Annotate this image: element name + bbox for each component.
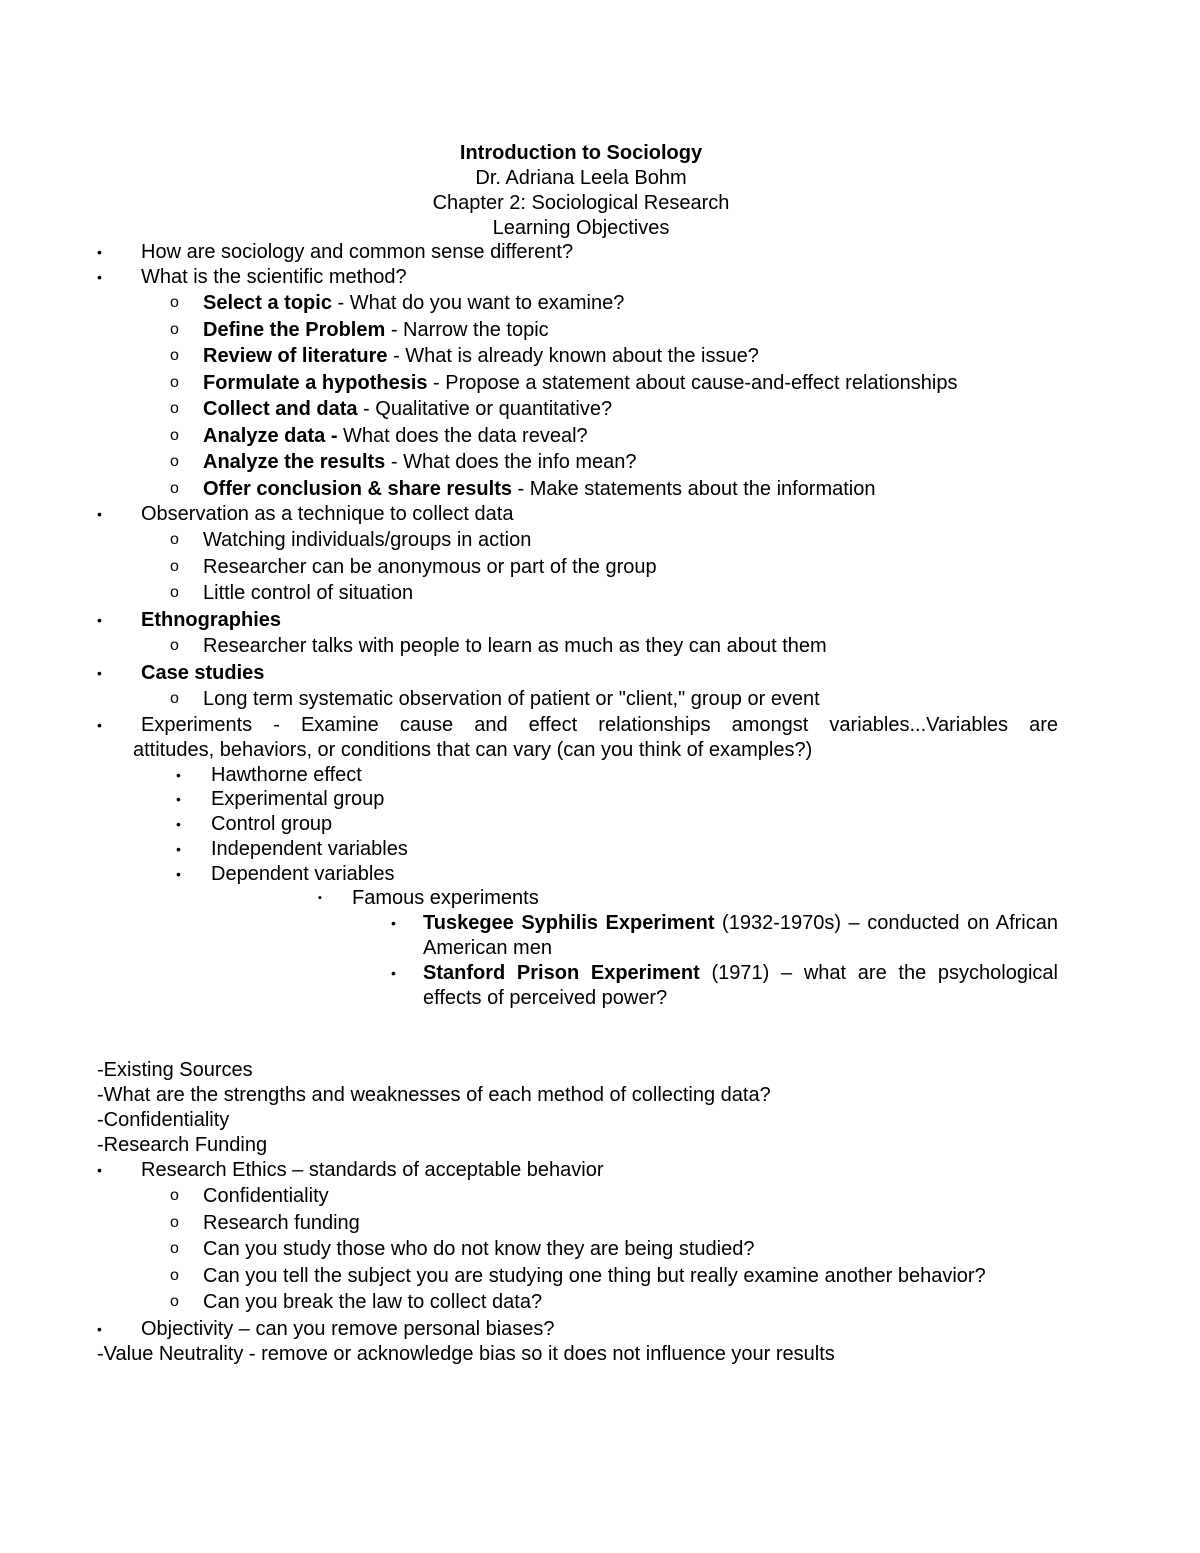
list-item [0, 1236, 1200, 1263]
list-item [97, 713, 1058, 763]
additional-topics [0, 1058, 1200, 1367]
step-term: Review of literature [203, 345, 388, 367]
list-item [0, 1210, 1200, 1237]
step-description: - What do you want to examine? [331, 292, 625, 314]
circle-bullet-icon: o [170, 294, 179, 311]
step-description: - Narrow the topic [385, 318, 549, 341]
list-item [0, 686, 1200, 713]
step-description: - Propose a statement about cause-and-effect relationships [427, 371, 958, 394]
list-item-text: Objectivity – can you remove personal biases? [141, 1317, 555, 1340]
bullet-icon: • [176, 865, 181, 882]
circle-bullet-icon: o [170, 479, 179, 497]
scientific-method-steps [0, 290, 1200, 502]
circle-bullet-icon: o [170, 637, 179, 654]
list-item-text: Experimental group [211, 788, 385, 811]
list-item-text: How are sociology and common sense different? [141, 241, 574, 263]
circle-bullet-icon: o [170, 557, 179, 575]
list-item [0, 423, 1200, 450]
list-item [391, 961, 1058, 1011]
step-description: - What does the info mean? [385, 451, 637, 473]
list-item [0, 265, 1200, 290]
list-item-text: Ethnographies [141, 608, 282, 631]
list-item-text: Independent variables [211, 837, 408, 860]
list-item-text: Control group [211, 813, 333, 836]
topic-line: -Value Neutrality - remove or acknowledge bias so it does not influence your results [97, 1343, 835, 1365]
list-item-text: Can you study those who do not know they are being studied? [203, 1238, 755, 1260]
step-term: Analyze the results [203, 451, 386, 473]
list-item [0, 862, 1200, 887]
circle-bullet-icon: o [170, 400, 179, 417]
list-item [0, 396, 1200, 423]
circle-bullet-icon: o [170, 531, 179, 548]
list-item-text: What is the scientific method? [141, 266, 407, 288]
list-item [0, 476, 1200, 503]
list-item [0, 660, 1200, 687]
circle-bullet-icon: o [170, 690, 179, 707]
list-item-text: Can you tell the subject you are studying one thing but really examine another behavior? [203, 1264, 986, 1287]
list-item-text: Researcher can be anonymous or part of the group [203, 555, 657, 578]
circle-bullet-icon: o [170, 1266, 179, 1284]
bullet-icon: • [391, 915, 396, 932]
step-description: What does the data reveal? [337, 424, 588, 447]
experiment-name: Stanford Prison Experiment [423, 962, 700, 985]
objectives-list [0, 240, 1200, 1011]
bullet-icon: • [97, 244, 102, 260]
circle-bullet-icon: o [170, 1293, 179, 1310]
step-term: Offer conclusion & share results [203, 477, 512, 500]
list-item-text: Hawthorne effect [211, 763, 362, 786]
document-header [0, 141, 1162, 241]
list-item-text: Researcher talks with people to learn as much as they can about them [203, 635, 827, 657]
circle-bullet-icon: o [170, 584, 179, 601]
square-bullet-icon: ▪ [318, 892, 322, 905]
list-item-text: Little control of situation [203, 582, 414, 604]
bullet-icon: • [97, 664, 102, 681]
list-item [0, 240, 1200, 265]
list-item-text: Long term systematic observation of patient or "client," group or event [203, 688, 820, 710]
list-item [0, 886, 1200, 911]
list-item-text: Experiments - Examine cause and effect relationships amongst variables...Variables are [141, 713, 1058, 736]
bullet-icon: • [97, 1320, 102, 1337]
author-line: Dr. Adriana Leela Bohm [475, 167, 687, 189]
list-item [0, 343, 1200, 370]
list-item-text: Observation as a technique to collect data [141, 503, 514, 525]
topic-line: -What are the strengths and weaknesses of each method of collecting data? [97, 1084, 771, 1106]
list-item [0, 290, 1200, 317]
circle-bullet-icon: o [170, 373, 179, 391]
list-item-text: Case studies [141, 661, 265, 684]
step-term: Collect and data [203, 398, 358, 420]
experiment-description: (1932-1970s) – conducted on African American men [423, 912, 1058, 960]
step-term: Formulate a hypothesis [203, 371, 428, 394]
bullet-icon: • [176, 791, 181, 808]
circle-bullet-icon: o [170, 426, 179, 444]
list-item [0, 1263, 1200, 1290]
list-item-text: Can you break the law to collect data? [203, 1291, 543, 1313]
circle-bullet-icon: o [170, 453, 179, 470]
list-item-text: Research Ethics – standards of acceptable behavior [141, 1159, 604, 1181]
circle-bullet-icon: o [170, 320, 179, 338]
list-item [0, 449, 1200, 476]
document-title: Introduction to Sociology [459, 142, 703, 164]
list-item [0, 527, 1200, 554]
list-item [0, 763, 1200, 788]
topic-line: -Research Funding [97, 1134, 268, 1156]
bullet-icon: • [97, 716, 102, 733]
list-item [0, 1158, 1200, 1183]
bullet-icon: • [97, 611, 102, 628]
list-item [391, 911, 1058, 961]
step-term: Analyze data - [203, 424, 338, 447]
bullet-icon: • [176, 816, 181, 833]
list-item [0, 837, 1200, 862]
circle-bullet-icon: o [170, 347, 179, 364]
list-item [0, 812, 1200, 837]
circle-bullet-icon: o [170, 1187, 179, 1204]
list-item-text: Dependent variables [211, 862, 395, 885]
experiment-name: Tuskegee Syphilis Experiment [423, 912, 715, 935]
list-item-text: Watching individuals/groups in action [203, 529, 532, 551]
chapter-line: Chapter 2: Sociological Research [432, 192, 730, 214]
list-item [0, 1183, 1200, 1210]
topic-line: -Confidentiality [97, 1109, 230, 1131]
list-item-text: attitudes, behaviors, or conditions that can vary (can you think of examples?) [133, 738, 813, 761]
list-item [0, 1316, 1200, 1343]
list-item [0, 554, 1200, 581]
bullet-icon: • [97, 1162, 102, 1178]
list-item [0, 1289, 1200, 1316]
list-item [0, 607, 1200, 634]
step-term: Select a topic [203, 292, 332, 314]
list-item-text: Famous experiments [352, 887, 539, 910]
bullet-icon: • [97, 269, 102, 285]
list-item-text: Research funding [203, 1211, 360, 1234]
bullet-icon: • [97, 506, 102, 522]
step-description: - Make statements about the information [511, 477, 876, 500]
list-item [0, 787, 1200, 812]
topic-line: -Existing Sources [97, 1059, 253, 1081]
objectives-heading: Learning Objectives [492, 217, 670, 239]
bullet-icon: • [176, 766, 181, 783]
list-item [0, 580, 1200, 607]
step-term: Define the Problem [203, 318, 386, 341]
circle-bullet-icon: o [170, 1240, 179, 1257]
circle-bullet-icon: o [170, 1213, 179, 1231]
bullet-icon: • [391, 965, 396, 982]
list-item [0, 633, 1200, 660]
list-item [0, 370, 1200, 397]
bullet-icon: • [176, 840, 181, 857]
step-description: - Qualitative or quantitative? [357, 398, 613, 420]
step-description: - What is already known about the issue? [387, 345, 759, 367]
list-item [0, 502, 1200, 527]
list-item-text: Confidentiality [203, 1185, 329, 1207]
experiment-description: (1971) – what are the psychological effects of perceived power? [423, 962, 1058, 1010]
list-item [0, 317, 1200, 344]
